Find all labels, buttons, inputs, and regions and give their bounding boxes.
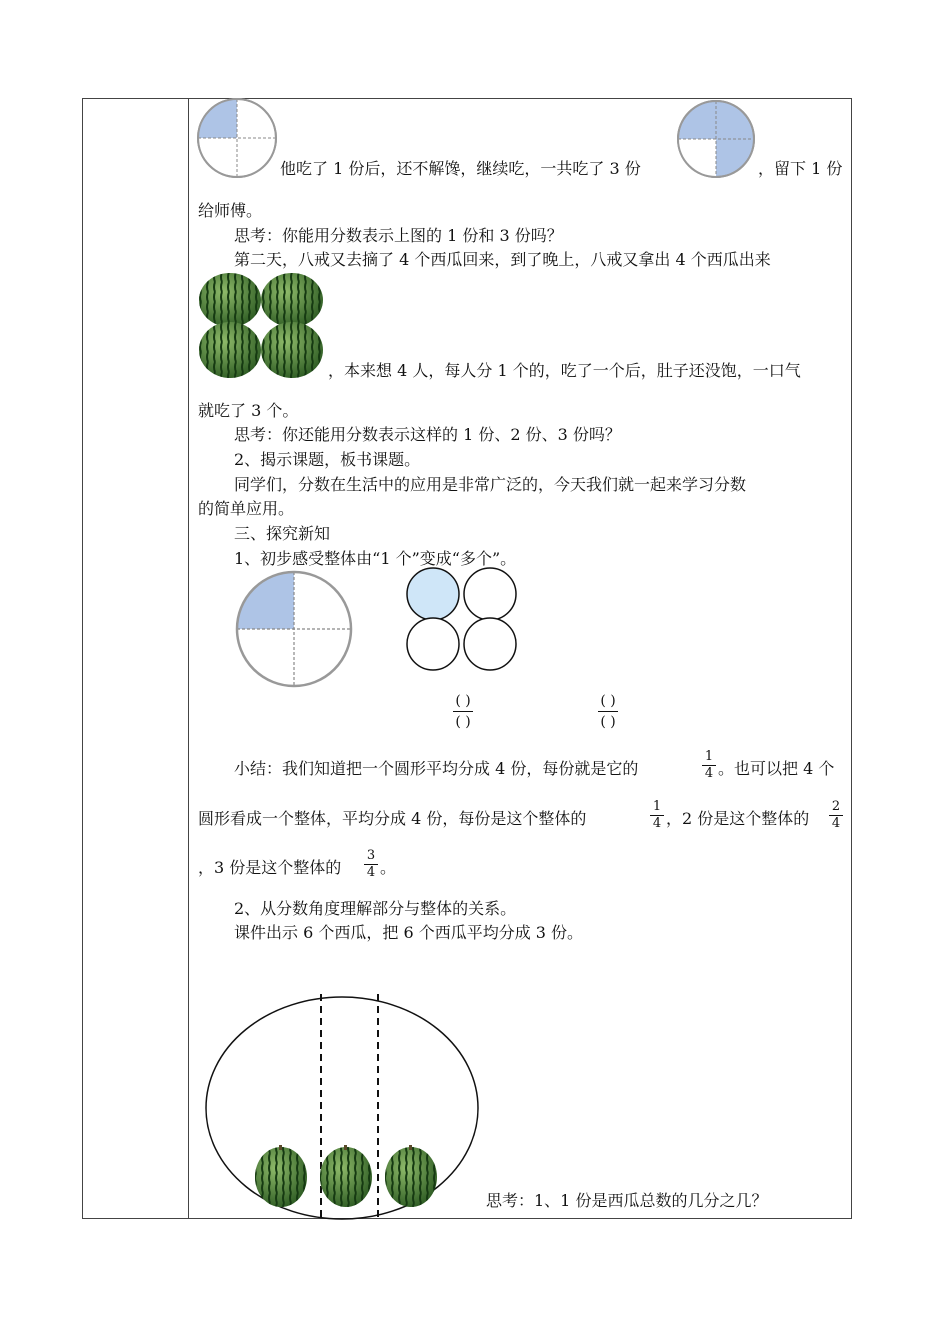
text-line: 课件出示 6 个西瓜，把 6 个西瓜平均分成 3 份。 <box>234 923 584 942</box>
text-line: ，留下 1 份 <box>758 159 843 178</box>
placeholder-fraction: ( ) ( ) <box>453 693 473 730</box>
column-divider <box>188 99 189 1218</box>
placeholder-fraction: ( ) ( ) <box>598 693 618 730</box>
watermelon-icon <box>318 1143 374 1209</box>
watermelon-icon <box>383 1143 439 1209</box>
quarter-circle-3-icon <box>676 99 756 179</box>
text-line: 三、探究新知 <box>234 524 331 543</box>
text-line: 思考：你还能用分数表示这样的 1 份、2 份、3 份吗？ <box>234 425 621 444</box>
text-line: 同学们，分数在生活中的应用是非常广泛的，今天我们就一起来学习分数 <box>234 475 747 494</box>
text-line: 第二天，八戒又去摘了 4 个西瓜回来，到了晚上，八戒又拿出 4 个西瓜出来 <box>234 250 771 269</box>
text-line: 的简单应用。 <box>198 499 295 518</box>
text-line: ，本来想 4 人，每人分 1 个的，吃了一个后，肚子还没饱，一口气 <box>328 361 801 380</box>
fraction: 3 4 <box>364 849 378 880</box>
text-line: 他吃了 1 份后，还不解馋，继续吃，一共吃了 3 份 <box>280 159 641 178</box>
fraction: 1 4 <box>702 750 716 781</box>
watermelon-icon <box>253 1143 309 1209</box>
quarter-circle-1-icon <box>196 97 278 179</box>
text-line: 就吃了 3 个。 <box>198 401 299 420</box>
text-line: 1、初步感受整体由“1 个”变成“多个”。 <box>234 549 517 568</box>
large-quarter-circle-icon <box>235 570 355 688</box>
summary-line: ，2 份是这个整体的 <box>666 809 810 828</box>
text-line: 思考：你能用分数表示上图的 1 份和 3 份吗？ <box>234 226 563 245</box>
summary-line: 。也可以把 4 个 <box>718 759 835 778</box>
fraction: 1 4 <box>650 800 664 831</box>
text-line: 给师傅。 <box>198 201 263 220</box>
four-circles-icon <box>404 567 520 671</box>
text-line: 思考：1、1 份是西瓜总数的几分之几？ <box>486 1191 768 1210</box>
summary-line: ，3 份是这个整体的 <box>198 858 342 877</box>
summary-line: 小结：我们知道把一个圆形平均分成 4 份，每份就是它的 <box>234 759 639 778</box>
text-line: 2、从分数角度理解部分与整体的关系。 <box>234 899 517 918</box>
fraction: 2 4 <box>829 800 843 831</box>
watermelon-group-icon <box>198 272 326 380</box>
text-line: 2、揭示课题，板书课题。 <box>234 450 421 469</box>
summary-line: 。 <box>380 858 397 877</box>
summary-line: 圆形看成一个整体，平均分成 4 份，每份是这个整体的 <box>198 809 587 828</box>
